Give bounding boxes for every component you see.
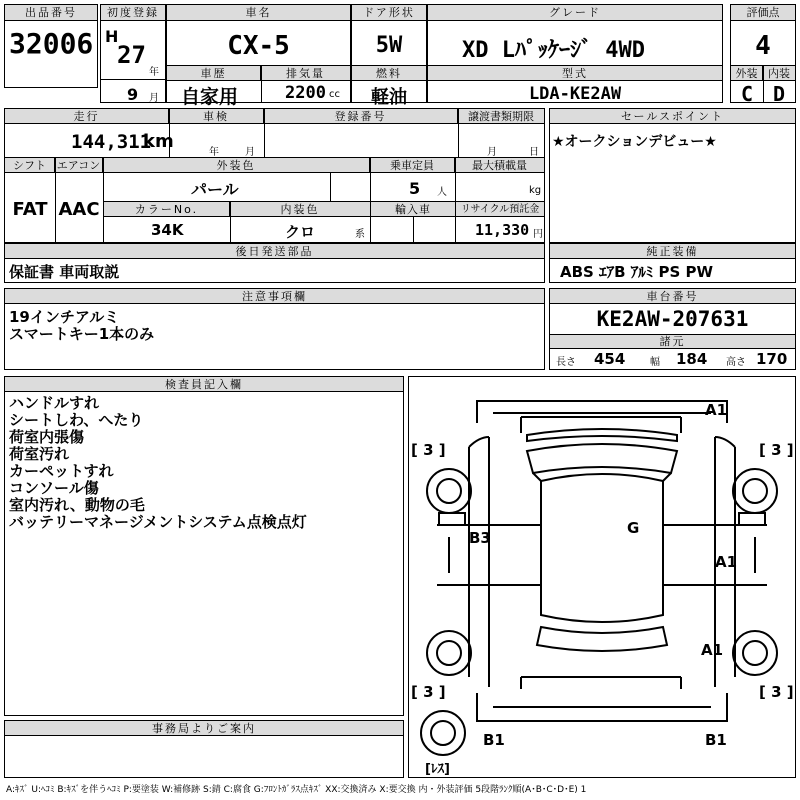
fuel-label: 燃料 bbox=[352, 66, 426, 81]
inspector-line: カーペットすれ bbox=[9, 462, 114, 480]
recycle: 11,330 bbox=[475, 221, 530, 239]
int-score: D bbox=[772, 82, 786, 106]
chassis-number: KE2AW-207631 bbox=[596, 307, 749, 331]
notes-label: 注意事項欄 bbox=[5, 289, 544, 304]
dims-label: 諸元 bbox=[550, 335, 795, 349]
model-label: 型式 bbox=[428, 66, 722, 81]
capacity-unit: 人 bbox=[437, 187, 447, 198]
reg-month: 9 bbox=[127, 85, 139, 104]
inspector-line: ハンドルすれ bbox=[9, 395, 100, 412]
insp-year-unit: 年 bbox=[209, 147, 219, 158]
first-reg-label: 初度登録 bbox=[101, 5, 165, 21]
inspector-box bbox=[4, 376, 404, 716]
sales-point: ★オークションデビュー★ bbox=[552, 134, 717, 150]
inspector-line: 荷室汚れ bbox=[9, 445, 70, 463]
lot-label: 出品番号 bbox=[5, 5, 97, 21]
inspector-line: シートしわ、へたり bbox=[9, 411, 144, 429]
mark-less: [ﾚｽ] bbox=[425, 762, 450, 777]
car-diagram-svg bbox=[409, 377, 795, 777]
chassis-box bbox=[549, 288, 796, 370]
maxload-label: 最大積載量 bbox=[455, 158, 544, 173]
ext-label: 外装 bbox=[731, 66, 763, 81]
fuel: 軽油 bbox=[371, 87, 407, 108]
grade: XD Lﾊﾟｯｹｰｼﾞ 4WD bbox=[462, 38, 645, 63]
wheel-rl bbox=[427, 631, 471, 675]
hgt-label: 高さ bbox=[726, 357, 746, 368]
mark-a1-lower: A1 bbox=[701, 641, 724, 659]
transfer-label: 譲渡書類期限 bbox=[458, 109, 544, 124]
equipment: ABS ｴｱB ｱﾙﾐ PS PW bbox=[560, 263, 714, 281]
grade-box bbox=[427, 4, 723, 103]
wid-label: 幅 bbox=[650, 357, 660, 368]
wheel-rr bbox=[733, 631, 777, 675]
ac-label: エアコン bbox=[55, 158, 103, 173]
reg-year: 27 bbox=[117, 41, 146, 69]
chassis-label: 車台番号 bbox=[550, 289, 795, 304]
year-unit: 年 bbox=[149, 67, 159, 78]
inspection-label: 車検 bbox=[169, 109, 264, 124]
inspector-label: 検査員記入欄 bbox=[5, 377, 403, 392]
notes-lines bbox=[9, 309, 154, 343]
inspector-line: バッテリーマネージメントシステム点検点灯 bbox=[9, 513, 307, 531]
length: 454 bbox=[594, 350, 626, 368]
grade-label: グレード bbox=[428, 5, 722, 21]
inspector-lines bbox=[9, 395, 307, 531]
inspector-line: コンソール傷 bbox=[9, 479, 99, 497]
int-color: クロ bbox=[285, 223, 316, 241]
shift: FAT bbox=[12, 199, 48, 220]
mark-b3: B3 bbox=[469, 529, 491, 547]
hood bbox=[521, 417, 681, 433]
ext-color: パール bbox=[191, 180, 239, 199]
len-label: 長さ bbox=[556, 357, 576, 368]
mid-box bbox=[4, 108, 545, 243]
windshield bbox=[527, 444, 677, 473]
transfer-day: 日 bbox=[529, 147, 539, 158]
ext-score: C bbox=[740, 82, 754, 106]
width: 184 bbox=[676, 350, 708, 368]
displacement-label: 排気量 bbox=[261, 66, 350, 81]
later-parts-box bbox=[4, 243, 545, 283]
notes-line: 19インチアルミ bbox=[9, 309, 120, 326]
damage-diagram bbox=[408, 376, 796, 778]
history-label: 車歴 bbox=[167, 66, 261, 81]
int-color-unit: 系 bbox=[355, 229, 365, 240]
mark-a1-right: A1 bbox=[715, 553, 738, 571]
score-box bbox=[730, 4, 796, 106]
later-parts-label: 後日発送部品 bbox=[5, 244, 544, 259]
height: 170 bbox=[756, 350, 788, 368]
mark-g: G bbox=[627, 519, 640, 537]
mark-bracket-tr: [ 3 ] bbox=[759, 441, 794, 459]
mark-a1-top: A1 bbox=[705, 401, 728, 419]
capacity-label: 乗車定員 bbox=[370, 158, 455, 173]
displacement-unit: cc bbox=[329, 89, 340, 100]
inspector-line: 荷室内張傷 bbox=[9, 428, 85, 446]
roof bbox=[541, 474, 663, 622]
legend: A:ｷｽﾞ U:ﾍｺﾐ B:ｷｽﾞを伴うﾍｺﾐ P:要塗装 W:補修跡 S:錆 C:腐食 G:ﾌﾛﾝﾄｶﾞﾗｽ点ｷｽﾞ XX:交換済み X:要交換 内・外装評価 5段階ﾗﾝｸ順(A･B･C･D･E) 1 bbox=[6, 785, 587, 795]
rear-window bbox=[537, 627, 667, 651]
notes-box bbox=[4, 288, 545, 370]
door-type: 5W bbox=[375, 33, 403, 58]
mark-bracket-br: [ 3 ] bbox=[759, 683, 794, 701]
wheel-fl bbox=[427, 469, 471, 513]
door-box bbox=[351, 4, 427, 108]
mileage-label: 走行 bbox=[5, 109, 169, 124]
equipment-label: 純正装備 bbox=[550, 244, 795, 259]
maxload-unit: kg bbox=[529, 185, 542, 196]
sales-point-box bbox=[549, 108, 796, 243]
ext-color-label: 外装色 bbox=[103, 158, 370, 173]
score-label: 評価点 bbox=[731, 5, 795, 21]
score: 4 bbox=[755, 31, 771, 61]
shift-label: シフト bbox=[5, 158, 55, 173]
office-label: 事務局よりご案内 bbox=[5, 721, 403, 736]
lot-number: 32006 bbox=[9, 27, 94, 60]
wheel-fr bbox=[733, 469, 777, 513]
model: LDA-KE2AW bbox=[528, 84, 622, 104]
lot-box bbox=[4, 4, 98, 88]
inspector-line: 室内汚れ、動物の毛 bbox=[9, 496, 145, 514]
equipment-box bbox=[549, 243, 796, 283]
mileage-unit: km bbox=[143, 131, 174, 152]
door-label: ドア形状 bbox=[352, 5, 426, 21]
int-label: 内装 bbox=[763, 66, 795, 81]
colorno: 34K bbox=[151, 221, 184, 239]
mileage: 144,311 bbox=[71, 131, 152, 153]
displacement: 2200 bbox=[285, 83, 326, 103]
colorno-label: カラーNo. bbox=[104, 202, 230, 217]
mark-b1-right: B1 bbox=[705, 731, 727, 749]
capacity: 5 bbox=[409, 179, 421, 198]
int-color-label: 内装色 bbox=[230, 202, 370, 217]
notes-line: スマートキー1本のみ bbox=[9, 325, 155, 343]
later-parts: 保証書 車両取説 bbox=[9, 263, 120, 281]
office-box bbox=[4, 720, 404, 778]
car-name: CX-5 bbox=[227, 31, 290, 61]
ac: AAC bbox=[58, 199, 100, 220]
sales-point-label: セールスポイント bbox=[550, 109, 795, 124]
transfer-month: 月 bbox=[487, 147, 497, 158]
first-reg-box bbox=[100, 4, 166, 103]
insp-month-unit: 月 bbox=[245, 147, 255, 158]
car-name-label: 車名 bbox=[167, 5, 350, 21]
recycle-label: リサイクル預託金 bbox=[456, 202, 544, 217]
spare-tire bbox=[421, 711, 465, 755]
mark-bracket-tl: [ 3 ] bbox=[411, 441, 446, 459]
import-label: 輸入車 bbox=[371, 202, 455, 217]
mark-bracket-bl: [ 3 ] bbox=[411, 683, 446, 701]
month-unit: 月 bbox=[149, 93, 159, 104]
era: H bbox=[105, 27, 119, 46]
car-name-box bbox=[166, 4, 351, 108]
regno-label: 登録番号 bbox=[264, 109, 458, 124]
mark-b1-left: B1 bbox=[483, 731, 505, 749]
history: 自家用 bbox=[181, 86, 239, 108]
recycle-unit: 円 bbox=[533, 229, 543, 240]
